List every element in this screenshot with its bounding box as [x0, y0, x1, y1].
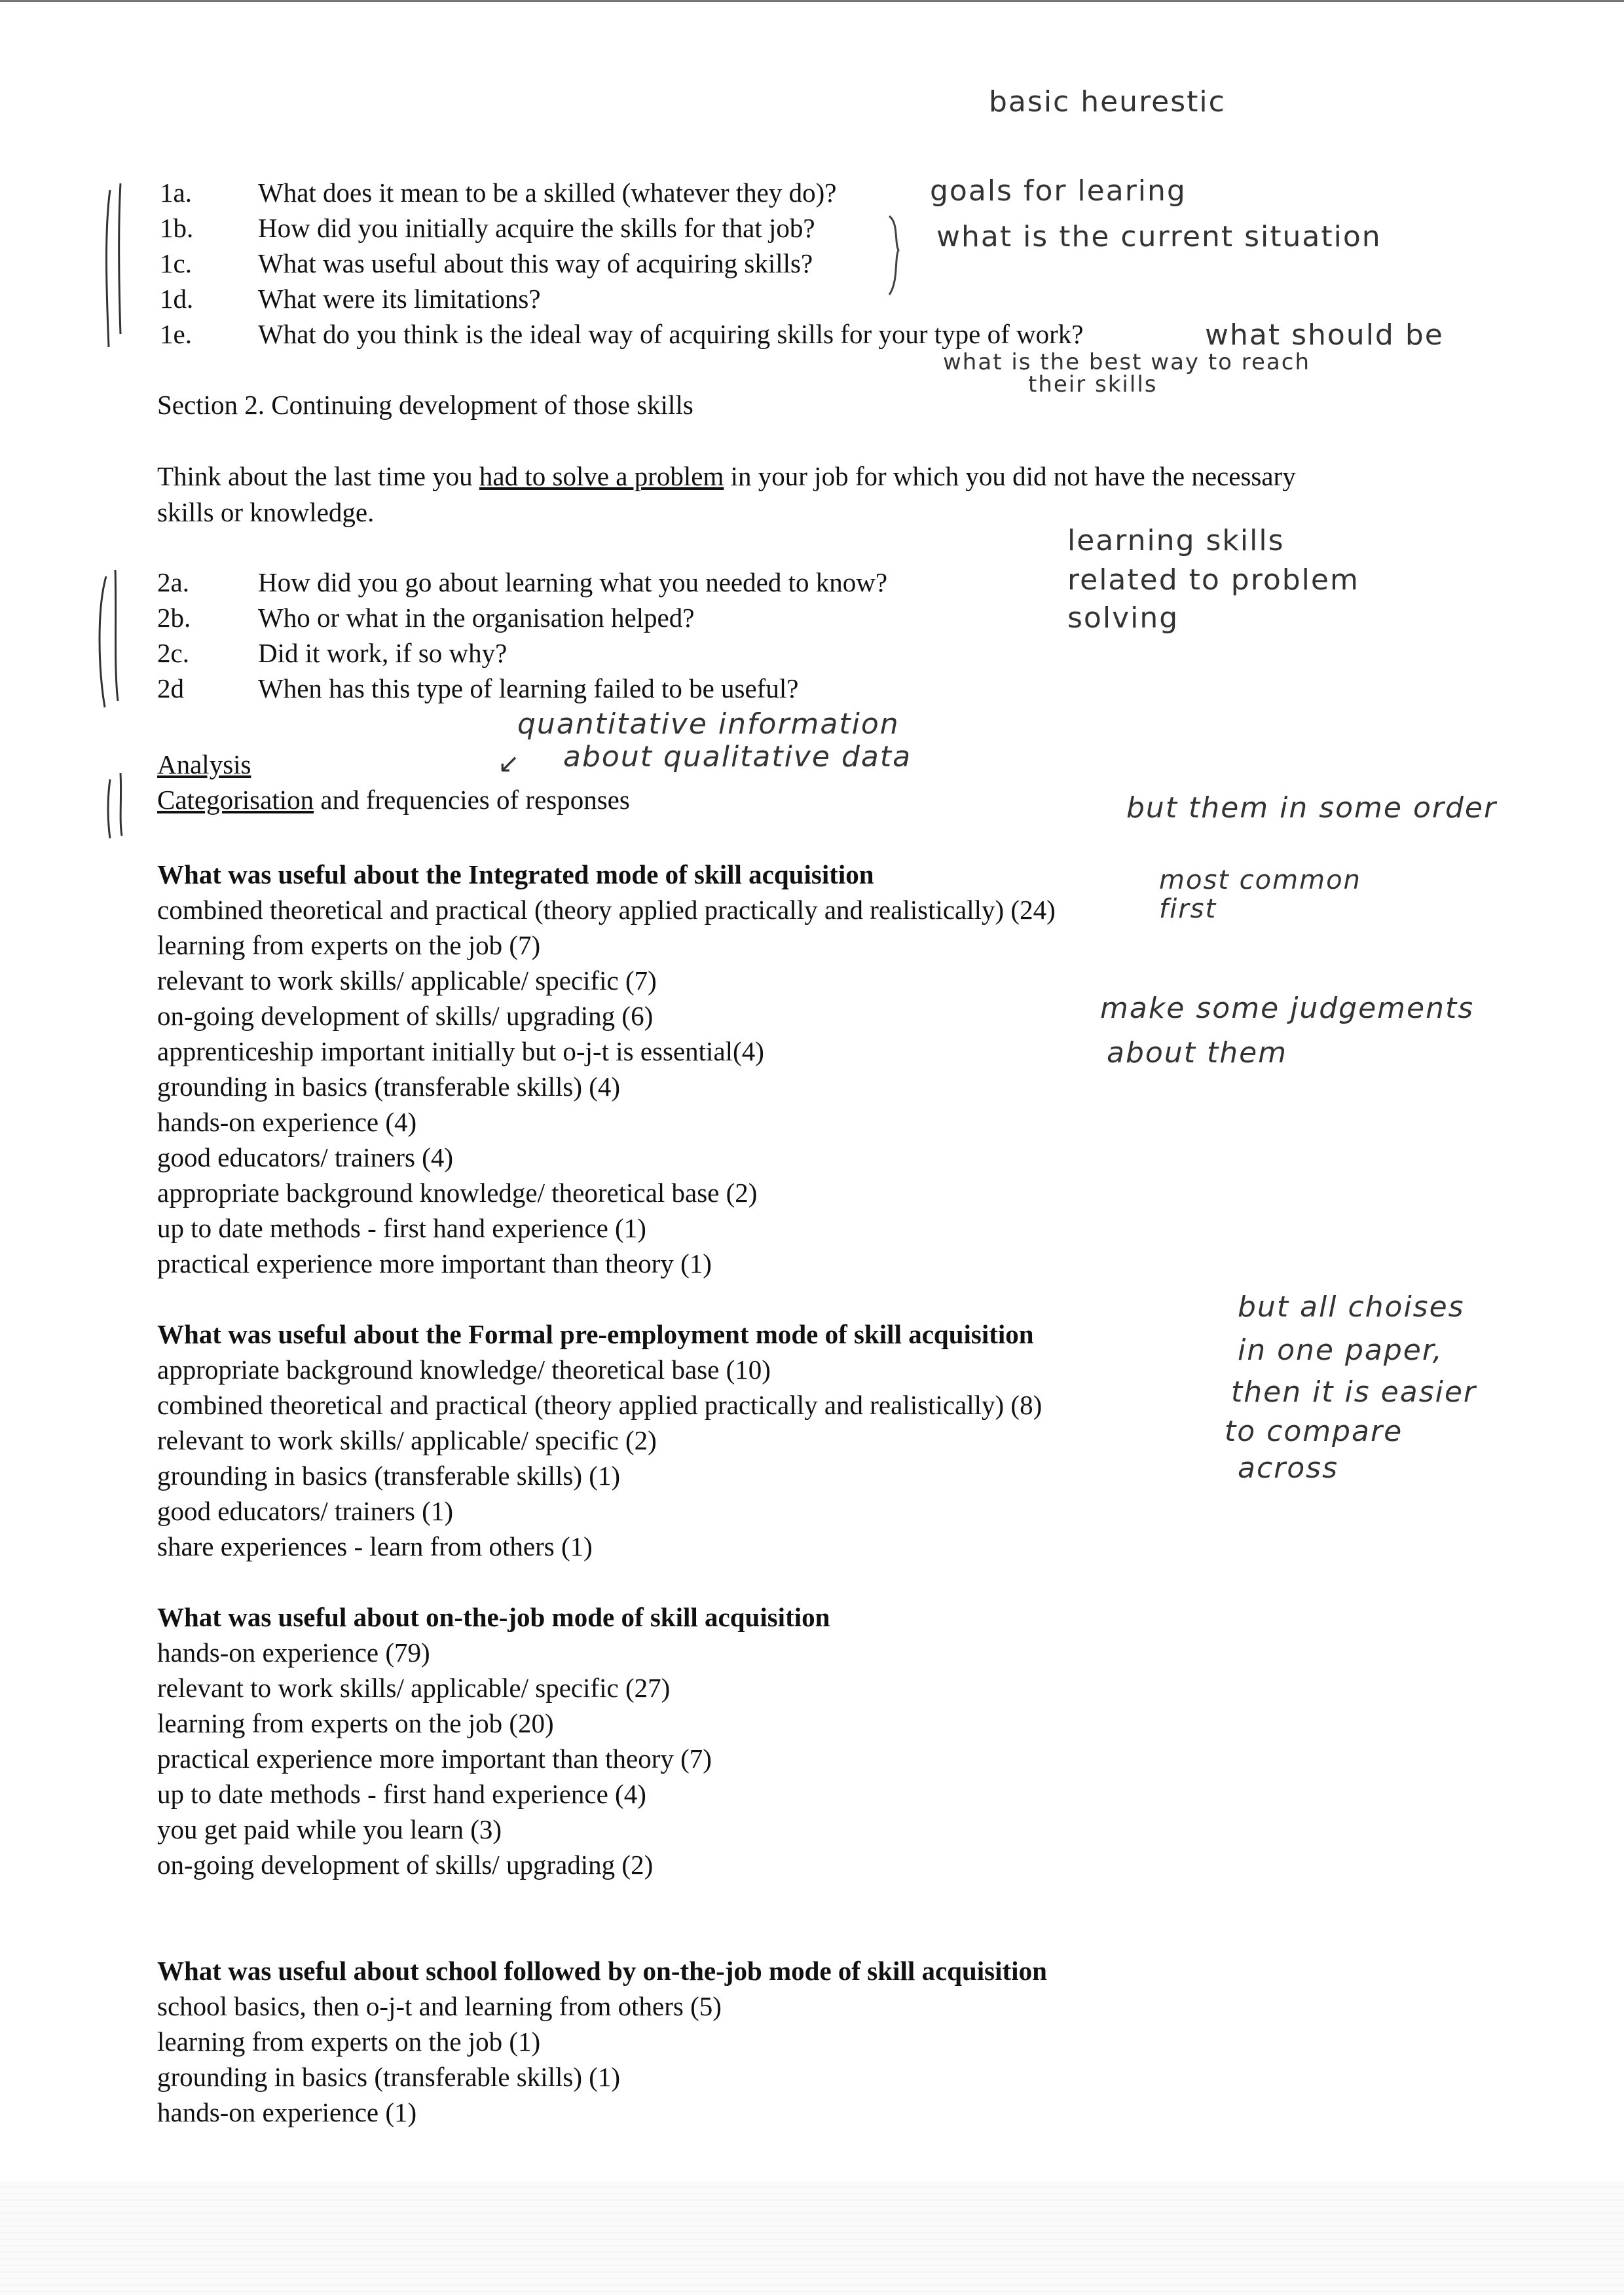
note-choices-4: to compare — [1225, 1415, 1403, 1448]
group2-item-1: appropriate background knowledge/ theoretical base (10) — [157, 1354, 771, 1385]
group4-item-1: school basics, then o-j-t and learning from others (5) — [157, 1991, 722, 2021]
note-quant-arrow: ↙ — [498, 749, 521, 779]
group1-item-9: appropriate background knowledge/ theoretical base (2) — [157, 1178, 758, 1208]
group1-item-6: grounding in basics (transferable skills) (4) — [157, 1072, 621, 1102]
q1c-number: 1c. — [160, 248, 192, 278]
section2-intro-line2: skills or knowledge. — [157, 497, 375, 527]
group3-heading: What was useful about on-the-job mode of skill acquisition — [157, 1602, 830, 1632]
analysis-subheading — [157, 782, 630, 817]
note-current-situation: what is the current situation — [936, 220, 1382, 253]
group3-item-1: hands-on experience (79) — [157, 1637, 430, 1668]
group3-item-3: learning from experts on the job (20) — [157, 1708, 554, 1738]
group1-heading: What was useful about the Integrated mode of skill acquisition — [157, 859, 874, 889]
q2c-text: Did it work, if so why? — [258, 638, 507, 668]
group2-heading: What was useful about the Formal pre-employment mode of skill acquisition — [157, 1319, 1034, 1349]
section2-intro-underlined: had to solve a problem — [479, 461, 724, 491]
note-order: but them in some order — [1126, 791, 1498, 825]
note-choices-2: in one paper, — [1238, 1334, 1443, 1367]
group1-item-2: learning from experts on the job (7) — [157, 930, 541, 960]
group1-item-8: good educators/ trainers (4) — [157, 1142, 453, 1172]
group4-heading: What was useful about school followed by on-the-job mode of skill acquisition — [157, 1956, 1047, 1986]
group1-item-1: combined theoretical and practical (theory applied practically and realistically) (24) — [157, 895, 1056, 925]
group3-item-2: relevant to work skills/ applicable/ specific (27) — [157, 1673, 671, 1703]
scan-bottom-texture — [0, 2181, 1624, 2295]
q2b-number: 2b. — [157, 603, 191, 633]
note-most-common-2: first — [1159, 894, 1217, 924]
q2b-text: Who or what in the organisation helped? — [258, 603, 695, 633]
note-quant-2: about qualitative data — [563, 740, 912, 774]
group3-item-6: you get paid while you learn (3) — [157, 1814, 502, 1844]
group1-item-4: on-going development of skills/ upgrading (6) — [157, 1001, 654, 1031]
group1-item-5: apprenticeship important initially but o-j-t is essential(4) — [157, 1036, 764, 1066]
q2a-number: 2a. — [157, 567, 189, 597]
q2d-number: 2d — [157, 673, 184, 703]
note-judge-1: make some judgements — [1100, 992, 1475, 1025]
q1a-number: 1a. — [160, 177, 192, 208]
brace-1b-1c — [884, 210, 910, 301]
note-choices-1: but all choises — [1238, 1290, 1465, 1324]
q1b-number: 1b. — [160, 213, 194, 243]
margin-bars-section2 — [92, 563, 131, 720]
group1-item-11: practical experience more important than theory (1) — [157, 1248, 712, 1278]
note-best-way-1: what is the best way to reach — [943, 349, 1310, 375]
note-goals: goals for learing — [930, 174, 1187, 208]
group3-item-5: up to date methods - first hand experience (4) — [157, 1779, 646, 1809]
section2-title: Section 2. Continuing development of those skills — [157, 390, 693, 420]
note-quant-1: quantitative information — [517, 707, 900, 741]
analysis-heading: Analysis — [157, 749, 251, 779]
q1d-number: 1d. — [160, 284, 194, 314]
page-top-edge — [0, 0, 1624, 2]
group2-item-5: good educators/ trainers (1) — [157, 1496, 453, 1526]
group3-item-7: on-going development of skills/ upgrading (2) — [157, 1850, 654, 1880]
analysis-sub-underlined: Categorisation — [157, 785, 314, 815]
group4-item-4: hands-on experience (1) — [157, 2097, 417, 2127]
note-choices-5: across — [1238, 1451, 1339, 1485]
q1e-text: What do you think is the ideal way of acquiring skills for your type of work? — [258, 319, 1084, 349]
q2c-number: 2c. — [157, 638, 189, 668]
section2-intro-before: Think about the last time you — [157, 461, 479, 491]
group1-item-3: relevant to work skills/ applicable/ specific (7) — [157, 965, 657, 996]
group2-item-6: share experiences - learn from others (1) — [157, 1531, 593, 1561]
q1a-text: What does it mean to be a skilled (whatever they do)? — [258, 177, 837, 208]
note-learning-1: learning skills — [1067, 524, 1285, 557]
group4-item-3: grounding in basics (transferable skills) (1) — [157, 2062, 621, 2092]
q2d-text: When has this type of learning failed to be useful? — [258, 673, 799, 703]
analysis-sub-rest: and frequencies of responses — [314, 785, 630, 815]
margin-bars-section1 — [98, 177, 138, 360]
note-best-way-2: their skills — [1028, 371, 1158, 398]
note-basic-heuristic: basic heurestic — [989, 85, 1226, 119]
group2-item-2: combined theoretical and practical (theory applied practically and realistically) (8) — [157, 1390, 1043, 1420]
group2-item-4: grounding in basics (transferable skills) (1) — [157, 1461, 621, 1491]
section2-intro-line1 — [157, 458, 1296, 494]
section2-intro-after: in your job for which you did not have the necessary — [724, 461, 1296, 491]
note-learning-3: solving — [1067, 601, 1179, 635]
note-most-common-1: most common — [1159, 865, 1361, 895]
group1-item-7: hands-on experience (4) — [157, 1107, 417, 1137]
group1-item-10: up to date methods - first hand experience (1) — [157, 1213, 646, 1243]
q2a-text: How did you go about learning what you needed to know? — [258, 567, 888, 597]
note-what-should-be: what should be — [1205, 318, 1444, 352]
note-choices-3: then it is easier — [1231, 1375, 1477, 1409]
note-judge-2: about them — [1107, 1036, 1288, 1070]
q1e-number: 1e. — [160, 319, 192, 349]
group4-item-2: learning from experts on the job (1) — [157, 2026, 541, 2057]
q1d-text: What were its limitations? — [258, 284, 541, 314]
q1b-text: How did you initially acquire the skills for that job? — [258, 213, 815, 243]
group3-item-4: practical experience more important than theory (7) — [157, 1744, 712, 1774]
margin-bars-analysis — [98, 773, 138, 845]
group2-item-3: relevant to work skills/ applicable/ specific (2) — [157, 1425, 657, 1455]
q1c-text: What was useful about this way of acquiring skills? — [258, 248, 813, 278]
note-learning-2: related to problem — [1067, 563, 1359, 597]
